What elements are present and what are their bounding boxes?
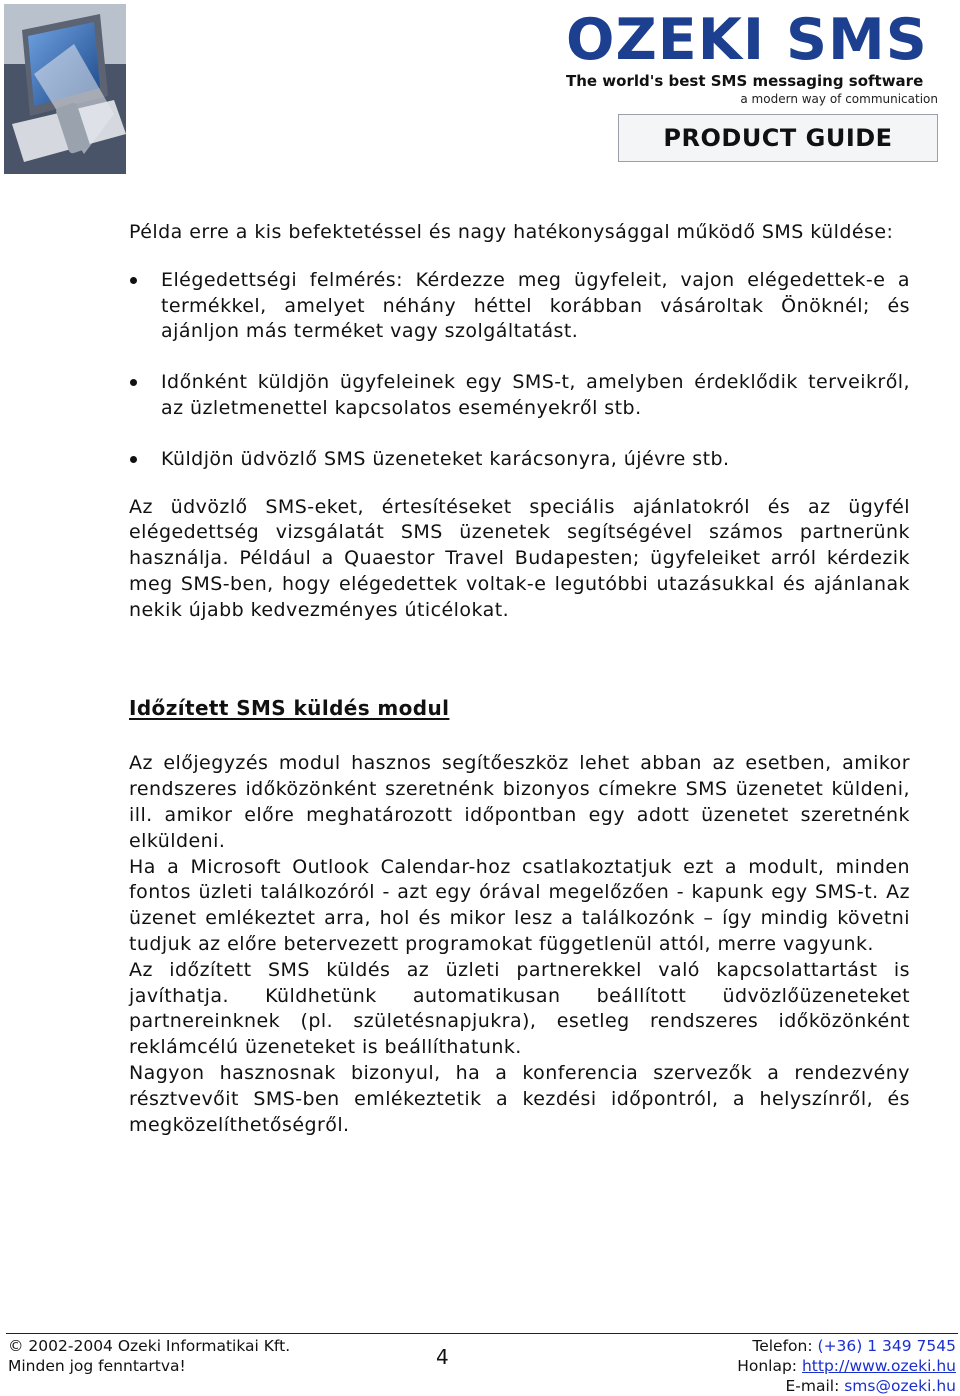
paragraph-outlook: Ha a Microsoft Outlook Calendar-hoz csatlakoztatjuk ezt a modult, minden fontos üzleti találkozóról - azt egy órával megelőzően - kapunk egy SMS-t. Az üzenet emlékeztet arra, hol és mikor lesz a találkozónk – így mindig követni tudjuk az előre betervezett programokat függetlenül attól, merre vagyunk. xyxy=(129,855,910,955)
phone-line xyxy=(737,1336,956,1356)
phone-label: Telefon: xyxy=(752,1337,818,1355)
brand-title: OZEKI SMS xyxy=(566,7,928,73)
product-guide-label: PRODUCT GUIDE xyxy=(618,114,938,162)
paragraph-conference: Nagyon hasznosnak bizonyul, ha a konferencia szervezők a rendezvény résztvevőit SMS-ben emlékeztetik a kezdési időpontról, a helyszínről, és megközelíthetőségről. xyxy=(129,1061,910,1136)
brand-subtagline: a modern way of communication xyxy=(740,92,938,106)
brand-tagline: The world's best SMS messaging software xyxy=(566,72,924,90)
paragraph-partners: Az időzített SMS küldés az üzleti partnerekkel való kapcsolattartást is javíthatja. Küldhetünk automatikusan beállított üdvözlőüzeneteket partnereinknek (pl. születésnapjukra), esetleg rendszeres időközönként reklámcélú üzeneteket is beállíthatunk. xyxy=(129,958,910,1059)
web-line xyxy=(737,1356,956,1376)
section-title: Időzített SMS küldés modul xyxy=(129,695,450,720)
list-item: Küldjön üdvözlő SMS üzeneteket karácsonyra, újévre stb. xyxy=(129,447,910,473)
footer-left xyxy=(8,1336,290,1376)
list-item: Elégedettségi felmérés: Kérdezze meg ügyfeleit, vajon elégedettek-e a termékkel, amelyet néhány héttel korábban vásároltak Önöknél; és ajánljon más terméket vagy szolgáltatást. xyxy=(129,268,910,345)
email-link[interactable]: sms@ozeki.hu xyxy=(844,1377,956,1395)
phone-number[interactable]: (+36) 1 349 7545 xyxy=(817,1337,956,1355)
paragraph-greetings: Az üdvözlő SMS-eket, értesítéseket speciális ajánlatokról és az ügyfél elégedettség vizsgálatát SMS üzenetek segítségével számos partnerünk használja. Például a Quaestor Travel Budapesten; ügyfeleiket arról kérdezik meg SMS-ben, hogy elégedettek voltak-e legutóbbi utazásukkal és ajánlanak nekik újabb kedvezményes úticélokat. xyxy=(129,495,910,621)
paragraph-scheduler: Az előjegyzés modul hasznos segítőeszköz lehet abban az esetben, amikor rendszeres időközönként szeretnénk bizonyos címekre SMS üzenetet küldeni, ill. amikor előre meghatározott időpontban egy adott üzenetet szeretnénk elküldeni. xyxy=(129,752,910,852)
intro-paragraph: Példa erre a kis befektetéssel és nagy hatékonysággal működő SMS küldése: xyxy=(129,221,894,243)
laptop-phone-illustration xyxy=(4,4,126,174)
website-link[interactable]: http://www.ozeki.hu xyxy=(801,1357,956,1375)
footer-contact xyxy=(737,1336,956,1396)
page-number: 4 xyxy=(436,1345,449,1369)
email-label: E-mail: xyxy=(785,1377,845,1395)
header-photo xyxy=(4,4,126,174)
list-item: Időnként küldjön ügyfeleinek egy SMS-t, amelyben érdeklődik terveikről, az üzletmenettel kapcsolatos eseményekről stb. xyxy=(129,370,910,422)
footer-divider xyxy=(6,1333,958,1334)
rights-text: Minden jog fenntartva! xyxy=(8,1357,186,1375)
web-label: Honlap: xyxy=(737,1357,802,1375)
bullet-list xyxy=(129,268,910,473)
email-line xyxy=(737,1376,956,1396)
document-body xyxy=(129,220,910,1138)
copyright-text: © 2002-2004 Ozeki Informatikai Kft. xyxy=(8,1337,291,1355)
brand-logo xyxy=(566,7,946,106)
